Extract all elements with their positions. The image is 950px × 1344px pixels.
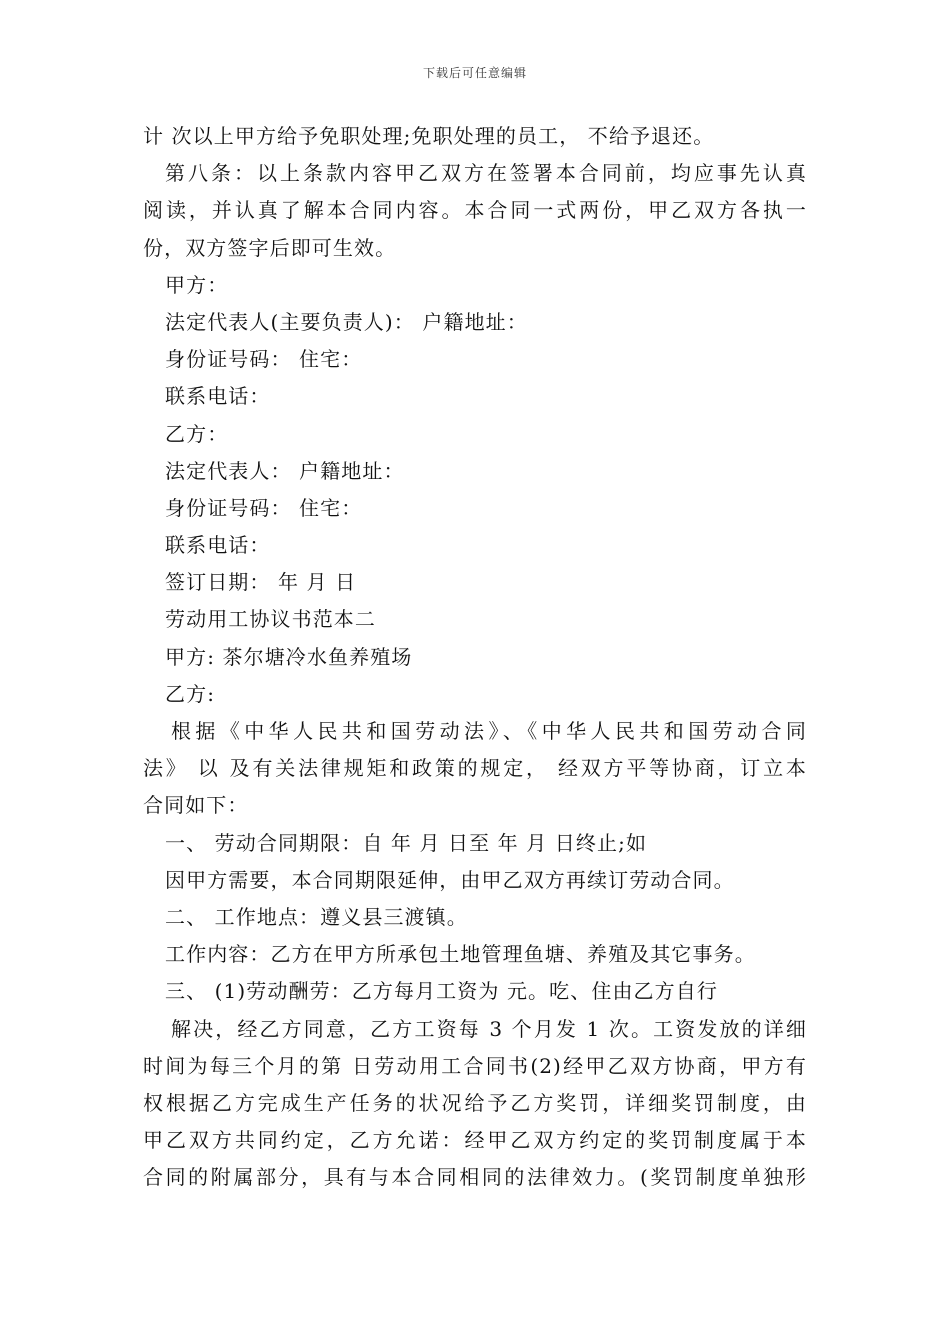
text-line: 工作内容：乙方在甲方所承包土地管理鱼塘、养殖及其它事务。 bbox=[165, 942, 756, 967]
text-line: 联系电话： bbox=[165, 384, 271, 409]
text-line: 因甲方需要，本合同期限延伸，由甲乙双方再续订劳动合同。 bbox=[165, 867, 735, 892]
text-line: 三、 (1)劳动酬劳：乙方每月工资为 元。吃、住由乙方自行 bbox=[165, 979, 718, 1004]
text-line: 阅读，并认真了解本合同内容。本合同一式两份，甲乙双方各执一 bbox=[143, 198, 807, 223]
text-line: 甲方： bbox=[165, 272, 229, 297]
text-line: 时间为每三个月的第 日劳动用工合同书(2)经甲乙双方协商，甲方有 bbox=[143, 1053, 807, 1078]
text-line: 乙方: bbox=[165, 681, 216, 706]
text-line: 签订日期： 年 月 日 bbox=[165, 570, 357, 595]
text-line: 解决，经乙方同意，乙方工资每 3 个月发 1 次。工资发放的详细 bbox=[171, 1016, 807, 1041]
text-line: 劳动用工协议书范本二 bbox=[165, 607, 376, 632]
text-line: 二、 工作地点：遵义县三渡镇。 bbox=[165, 904, 468, 929]
text-line: 法定代表人(主要负责人)： 户籍地址： bbox=[165, 309, 528, 334]
text-line: 乙方： bbox=[165, 421, 229, 446]
text-line: 一、 劳动合同期限：自 年 月 日至 年 月 日终止;如 bbox=[165, 830, 648, 855]
text-line: 甲乙双方共同约定，乙方允诺：经甲乙双方约定的奖罚制度属于本 bbox=[143, 1128, 807, 1153]
text-line: 联系电话： bbox=[165, 533, 271, 558]
text-line: 份，双方签字后即可生效。 bbox=[143, 235, 397, 260]
text-line: 根据《中华人民共和国劳动法》、《中华人民共和国劳动合同 bbox=[171, 719, 807, 743]
text-line: 合同如下： bbox=[143, 793, 249, 818]
header-note: 下载后可任意编辑 bbox=[422, 66, 527, 80]
text-line: 身份证号码： 住宅： bbox=[165, 347, 363, 372]
text-line: 第八条：以上条款内容甲乙双方在签署本合同前，均应事先认真 bbox=[165, 161, 807, 186]
document-body bbox=[143, 118, 807, 1196]
text-line: 法》 以 及有关法律规矩和政策的规定， 经双方平等协商，订立本 bbox=[143, 756, 807, 781]
text-line: 计 次以上甲方给予免职处理;免职处理的员工， 不给予退还。 bbox=[143, 124, 715, 148]
text-line: 权根据乙方完成生产任务的状况给予乙方奖罚，详细奖罚制度，由 bbox=[143, 1090, 807, 1115]
text-line: 甲方: 茶尔塘冷水鱼养殖场 bbox=[165, 644, 413, 669]
text-line: 身份证号码： 住宅： bbox=[165, 495, 363, 520]
text-line: 合同的附属部分，具有与本合同相同的法律效力。(奖罚制度单独形 bbox=[143, 1165, 807, 1190]
text-line: 法定代表人： 户籍地址： bbox=[165, 458, 405, 483]
